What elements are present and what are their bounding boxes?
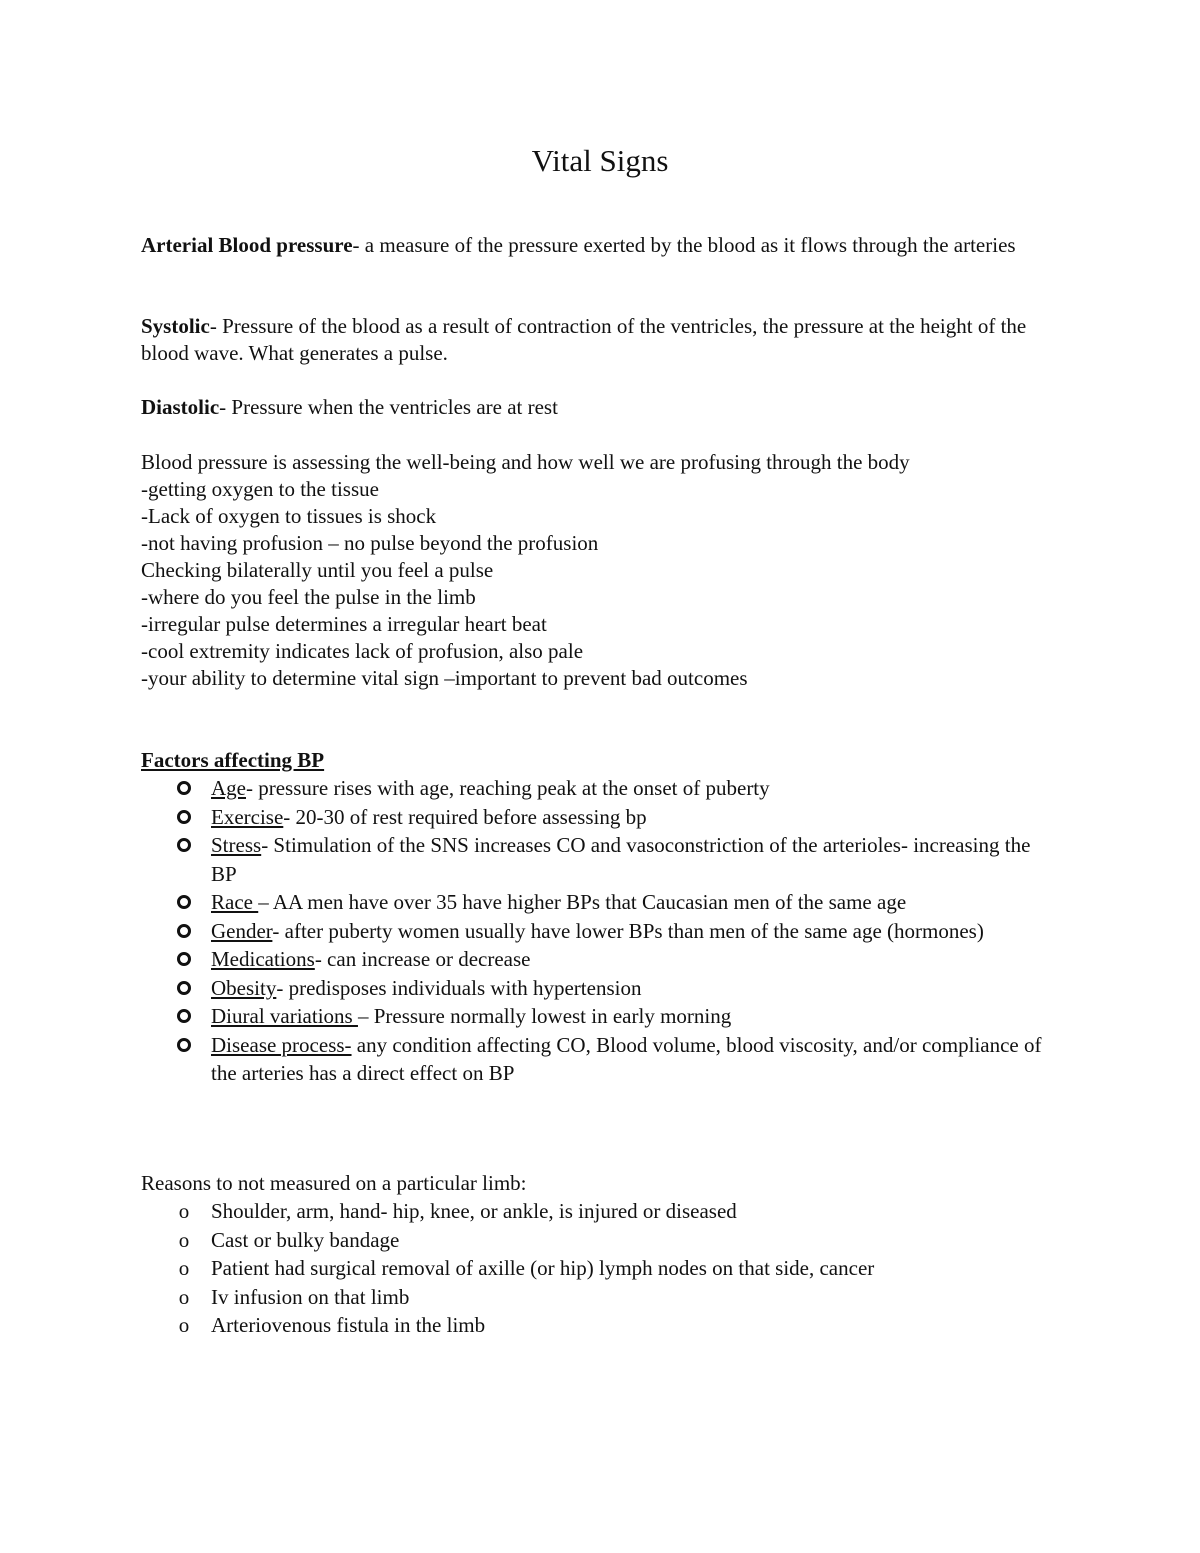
factor-name: Medications bbox=[211, 947, 315, 971]
list-item bbox=[141, 1226, 1061, 1255]
list-item bbox=[141, 945, 1061, 974]
factor-text: - can increase or decrease bbox=[314, 947, 531, 971]
page-title: Vital Signs bbox=[531, 143, 669, 178]
list-item bbox=[141, 1254, 1061, 1283]
definition-text: - Pressure when the ventricles are at rest bbox=[219, 395, 558, 419]
factor-text: any condition affecting CO, Blood volume, blood viscosity, and/or compliance of the arteries has a direct effect on BP bbox=[211, 1032, 1042, 1085]
factor-name: Age bbox=[211, 776, 246, 800]
note-line: -your ability to determine vital sign –important to prevent bad outcomes bbox=[141, 666, 748, 690]
note-line: -not having profusion – no pulse beyond the profusion bbox=[141, 531, 599, 555]
factor-text: - predisposes individuals with hypertension bbox=[276, 975, 642, 1000]
list-item bbox=[141, 917, 1061, 946]
factor-text: - pressure rises with age, reaching peak at the onset of puberty bbox=[246, 776, 770, 800]
factor-text: - 20-30 of rest required before assessing bp bbox=[283, 804, 647, 829]
bullet-circle-icon bbox=[174, 917, 194, 946]
list-item bbox=[141, 974, 1061, 1003]
list-item bbox=[141, 1031, 1061, 1088]
reasons-list bbox=[141, 1197, 1061, 1340]
bullet-circle-icon bbox=[174, 774, 194, 803]
bullet-o-icon: o bbox=[178, 1199, 190, 1223]
factor-name: Obesity bbox=[211, 975, 277, 1000]
note-line: -irregular pulse determines a irregular heart beat bbox=[141, 612, 547, 636]
bullet-o-icon: o bbox=[178, 1256, 190, 1280]
reason-text: Patient had surgical removal of axille (or hip) lymph nodes on that side, cancer bbox=[211, 1256, 875, 1280]
factor-name: Exercise bbox=[211, 804, 284, 829]
bullet-o-icon: o bbox=[178, 1313, 190, 1337]
reasons-section bbox=[141, 1170, 1061, 1340]
definition-term: Diastolic bbox=[141, 395, 220, 419]
definition-text: - Pressure of the blood as a result of contraction of the ventricles, the pressure at the height of the blood wave. What generates a pulse. bbox=[141, 314, 1027, 365]
list-item bbox=[141, 831, 1061, 888]
factors-list bbox=[141, 774, 1061, 1088]
reasons-heading: Reasons to not measured on a particular limb: bbox=[141, 1171, 527, 1195]
factor-name: Gender bbox=[211, 918, 273, 943]
note-line: Checking bilaterally until you feel a pulse bbox=[141, 558, 494, 582]
factor-text: - after puberty women usually have lower BPs than men of the same age (hormones) bbox=[272, 918, 984, 943]
factor-text: – Pressure normally lowest in early morning bbox=[357, 1004, 732, 1028]
factors-heading: Factors affecting BP bbox=[141, 748, 325, 772]
bullet-circle-icon bbox=[174, 888, 194, 917]
bullet-circle-icon bbox=[174, 1031, 194, 1060]
bullet-circle-icon bbox=[174, 831, 194, 860]
factors-section bbox=[141, 747, 1061, 1088]
reason-text: Shoulder, arm, hand- hip, knee, or ankle, is injured or diseased bbox=[211, 1199, 737, 1223]
factor-text: – AA men have over 35 have higher BPs that Caucasian men of the same age bbox=[258, 890, 907, 914]
definition-text: - a measure of the pressure exerted by the blood as it flows through the arteries bbox=[352, 233, 1016, 257]
list-item bbox=[141, 1283, 1061, 1312]
list-item bbox=[141, 888, 1061, 917]
bullet-circle-icon bbox=[174, 974, 194, 1003]
factor-name: Disease process- bbox=[211, 1032, 352, 1057]
note-line: -where do you feel the pulse in the limb bbox=[141, 585, 476, 609]
definition-arterial-blood-pressure bbox=[141, 232, 1061, 259]
definition-diastolic bbox=[141, 394, 1061, 421]
bullet-circle-icon bbox=[174, 945, 194, 974]
factor-name: Diural variations bbox=[211, 1004, 358, 1028]
reason-text: Arteriovenous fistula in the limb bbox=[211, 1313, 486, 1337]
factor-text: - Stimulation of the SNS increases CO and vasoconstriction of the arterioles- increasing the BP bbox=[211, 833, 1031, 886]
list-item bbox=[141, 803, 1061, 832]
bullet-o-icon: o bbox=[178, 1284, 190, 1309]
factor-name: Stress bbox=[211, 833, 262, 857]
reason-text: Cast or bulky bandage bbox=[211, 1227, 400, 1252]
list-item bbox=[141, 1197, 1061, 1226]
definition-term: Systolic bbox=[141, 314, 210, 338]
factor-name: Race bbox=[211, 890, 259, 914]
reason-text: Iv infusion on that limb bbox=[211, 1284, 410, 1309]
definition-term: Arterial Blood pressure bbox=[141, 233, 353, 257]
list-item bbox=[141, 1311, 1061, 1340]
bullet-circle-icon bbox=[174, 1002, 194, 1031]
note-line: Blood pressure is assessing the well-being and how well we are profusing through the body bbox=[141, 450, 910, 474]
note-line: -getting oxygen to the tissue bbox=[141, 477, 379, 501]
list-item bbox=[141, 774, 1061, 803]
definition-systolic bbox=[141, 313, 1061, 367]
note-line: -cool extremity indicates lack of profusion, also pale bbox=[141, 639, 584, 663]
list-item bbox=[141, 1002, 1061, 1031]
bullet-o-icon: o bbox=[178, 1227, 190, 1252]
notes-section bbox=[141, 449, 1061, 692]
bullet-circle-icon bbox=[174, 803, 194, 832]
note-line: -Lack of oxygen to tissues is shock bbox=[141, 504, 437, 528]
